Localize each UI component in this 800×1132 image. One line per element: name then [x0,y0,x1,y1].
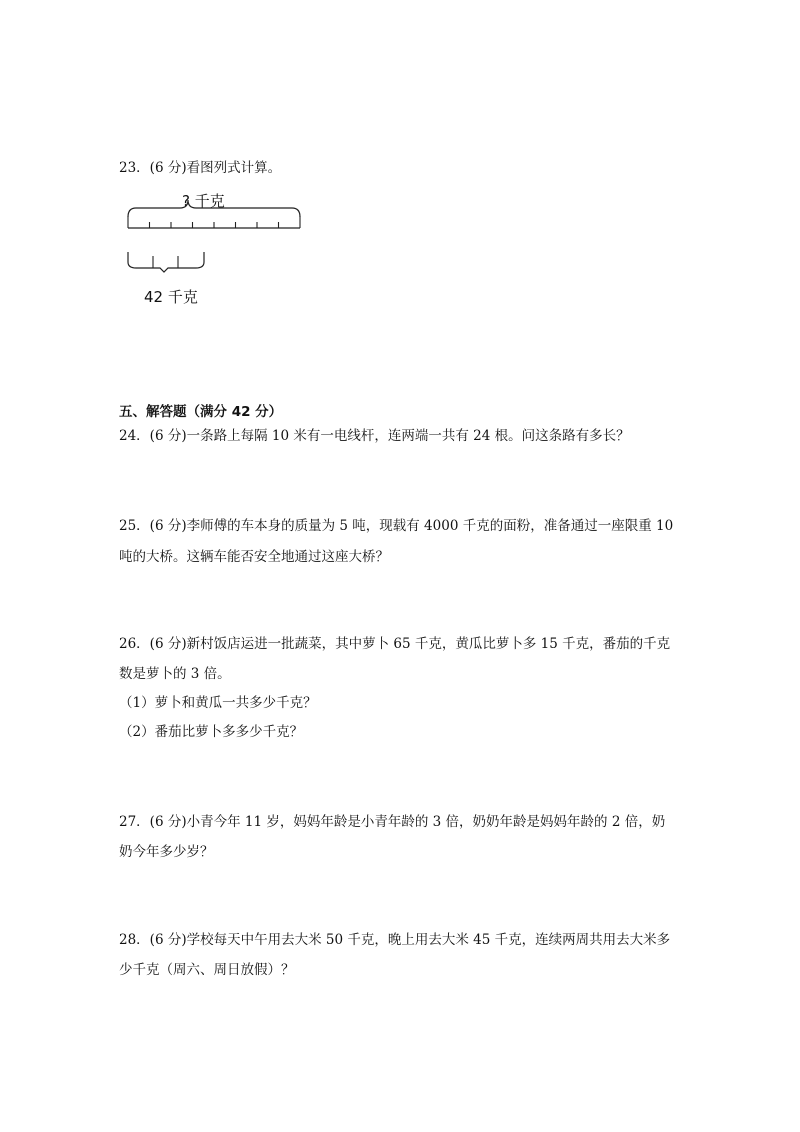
q27-line-2: 奶今年多少岁？ [119,844,214,860]
q25-line-1: 25．(6 分)李师傅的车本身的质量为 5 吨，现载有 4000 千克的面粉，准备通过一座限重 10 [119,518,674,534]
q23-text: 23．(6 分)看图列式计算。 [119,160,282,176]
q27-line-1: 27．(6 分)小青今年 11 岁，妈妈年龄是小青年龄的 3 倍，奶奶年龄是妈妈年龄的 2 倍，奶 [119,814,666,830]
bottom-brace [128,252,204,272]
q28-line-1: 28．(6 分)学校每天中午用去大米 50 千克，晚上用去大米 45 千克，连续两周共用去大米多 [119,932,671,948]
q26-line-1: 26．(6 分)新村饭店运进一批蔬菜，其中萝卜 65 千克，黄瓜比萝卜多 15 千克，番茄的千克 [119,636,671,652]
q23-diagram [120,186,310,316]
top-brace [128,200,300,217]
q28-line-2: 少千克（周六、周日放假）？ [119,962,295,978]
q26-sub-1: （1）萝卜和黄瓜一共多少千克？ [119,695,317,711]
diagram-top-label: ? 千克 [182,192,225,210]
section-heading: 五、解答题（满分 42 分） [119,404,283,420]
q26-sub-2: （2）番茄比萝卜多多少千克？ [119,724,304,740]
q24-line-1: 24．(6 分)一条路上每隔 10 米有一电线杆，连两端一共有 24 根。问这条路有多长？ [119,428,630,444]
diagram-bottom-label: 42 千克 [144,288,198,306]
q26-line-2: 数是萝卜的 3 倍。 [119,666,231,682]
q25-line-2: 吨的大桥。这辆车能否安全地通过这座大桥？ [119,549,389,565]
